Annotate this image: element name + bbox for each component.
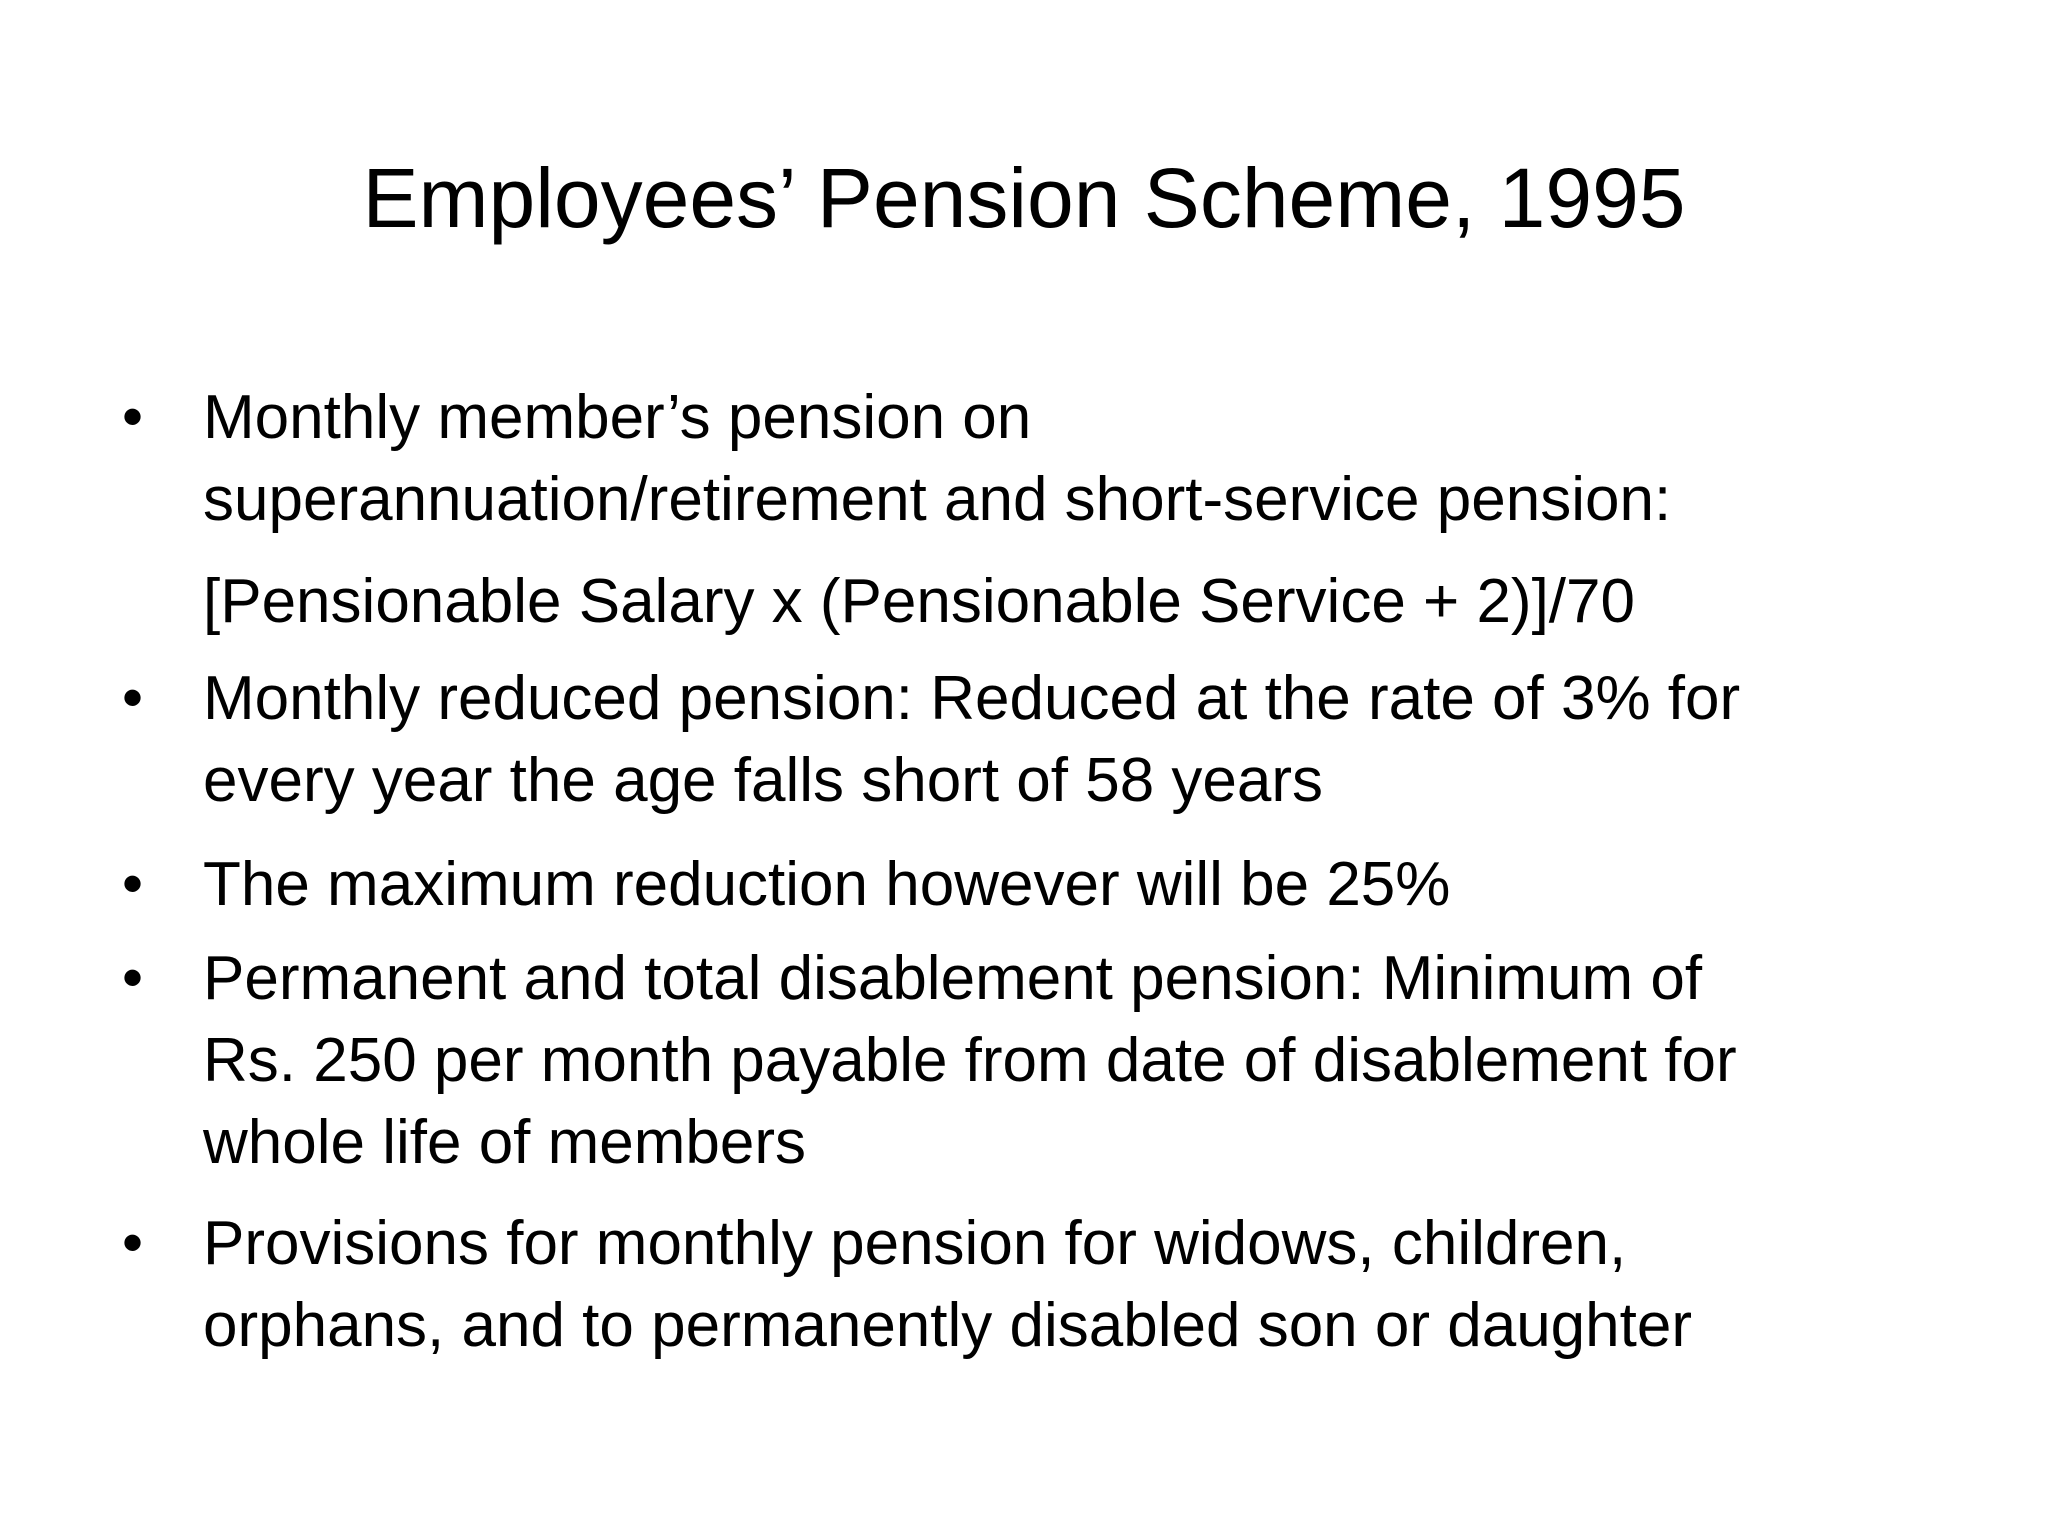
bullet-line: Permanent and total disablement pension: Minimum of <box>203 944 1703 1013</box>
bullet-line: Monthly reduced pension: Reduced at the rate of 3% for <box>203 664 1741 733</box>
bullet-line: whole life of members <box>203 1108 807 1177</box>
bullet-line: Rs. 250 per month payable from date of disablement for <box>203 1026 1737 1095</box>
bullet-dot-icon: • <box>122 664 144 731</box>
bullet-line: orphans, and to permanently disabled son or daughter <box>203 1291 1692 1360</box>
bullet-line: The maximum reduction however will be 25% <box>203 850 1451 919</box>
bullet-line: Provisions for monthly pension for widows, children, <box>203 1209 1627 1278</box>
bullet-dot-icon: • <box>122 1209 144 1276</box>
bullet-line: every year the age falls short of 58 years <box>203 746 1324 815</box>
bullet-dot-icon: • <box>122 944 144 1011</box>
bullet-dot-icon: • <box>122 383 144 450</box>
bullet-line: Monthly member’s pension on <box>203 383 1032 452</box>
bullet-line: superannuation/retirement and short-service pension: <box>203 465 1672 534</box>
slide-title: Employees’ Pension Scheme, 1995 <box>362 151 1686 245</box>
bullet-dot-icon: • <box>122 850 144 917</box>
pension-formula: [Pensionable Salary x (Pensionable Service + 2)]/70 <box>203 567 1635 636</box>
